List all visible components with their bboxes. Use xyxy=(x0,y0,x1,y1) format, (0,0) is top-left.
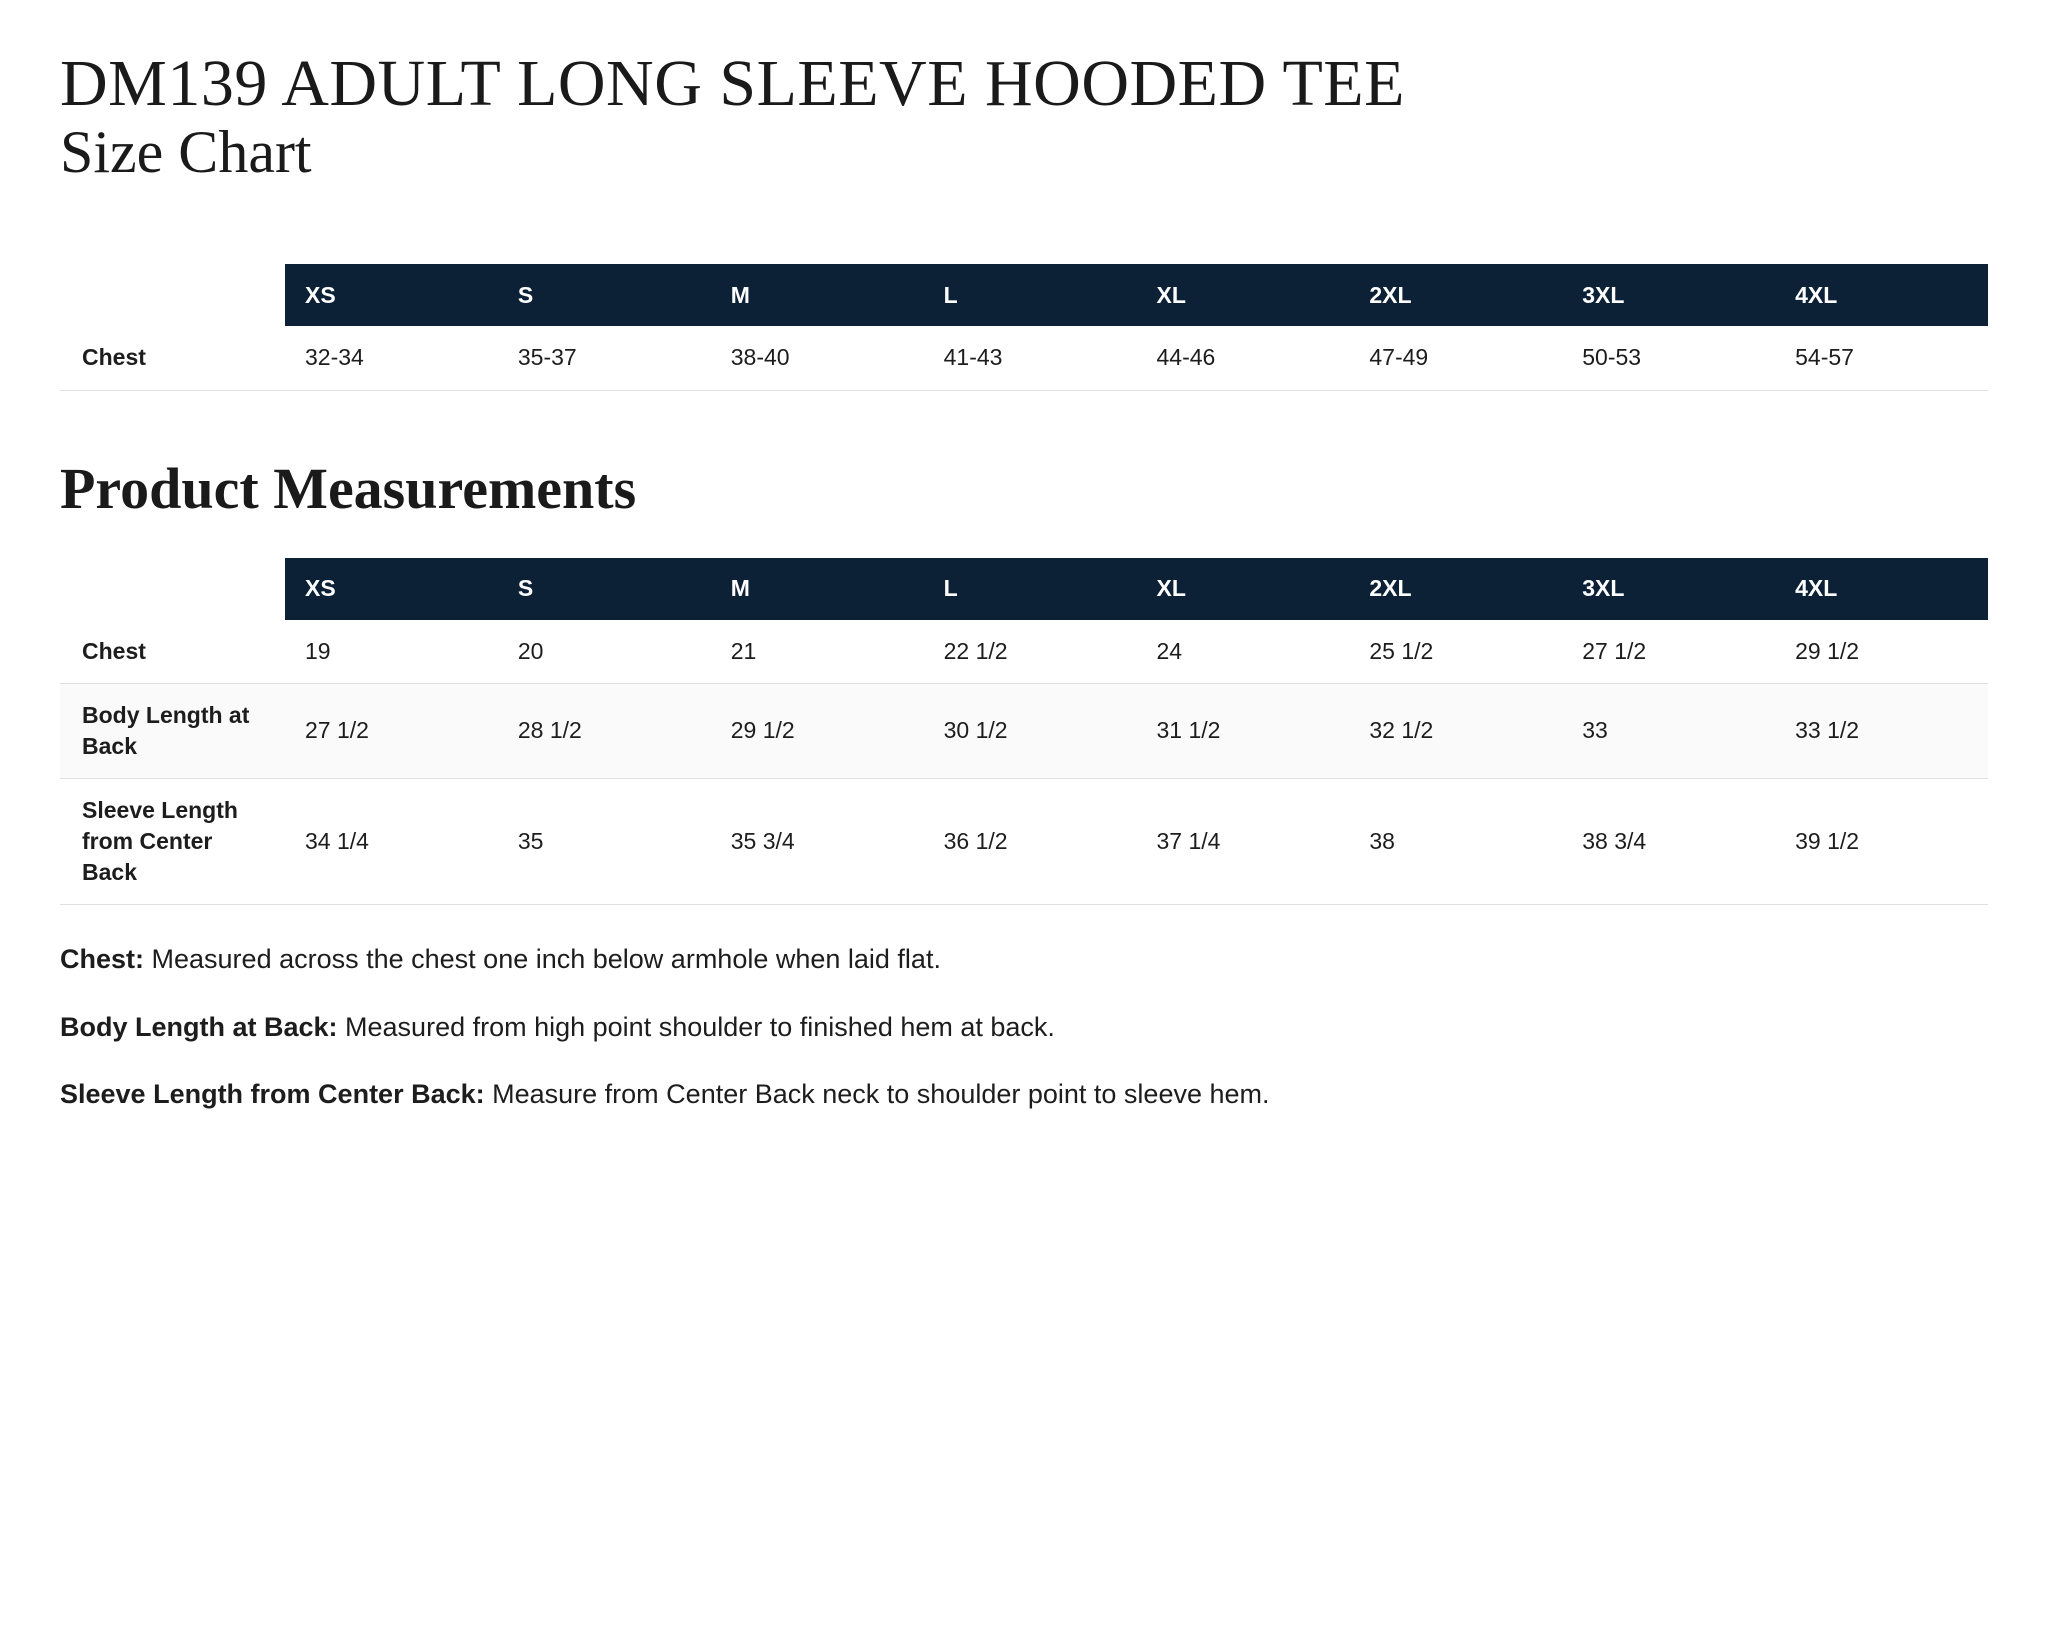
product-measurements-cell-sleeve-length-xl: 37 1/4 xyxy=(1156,827,1221,854)
note-body-length-term: Body Length at Back: xyxy=(60,1011,338,1042)
page-title: DM139 ADULT LONG SLEEVE HOODED TEE xyxy=(60,47,1405,120)
product-measurements-row-label-chest: Chest xyxy=(82,637,146,664)
size-chart-corner-cell xyxy=(60,264,285,326)
note-chest xyxy=(60,939,1960,981)
product-measurements-cell-chest-xs: 19 xyxy=(305,637,331,664)
size-chart-col-3xl: 3XL xyxy=(1562,264,1775,326)
product-measurements-col-s: S xyxy=(498,558,711,620)
product-measurements-col-xl: XL xyxy=(1137,558,1350,620)
product-measurements-cell-sleeve-length-l: 36 1/2 xyxy=(943,827,1008,854)
product-measurements-cell-body-length-l: 30 1/2 xyxy=(943,717,1008,744)
product-measurements-cell-chest-4xl: 29 1/2 xyxy=(1795,637,1860,664)
size-chart-row-label-chest: Chest xyxy=(82,344,146,371)
product-measurements-row-label-sleeve-length: Sleeve Length from Center Back xyxy=(82,796,238,885)
size-chart-cell-chest-s: 35-37 xyxy=(517,344,577,371)
note-sleeve-length-term: Sleeve Length from Center Back: xyxy=(60,1079,485,1110)
product-measurements-col-2xl: 2XL xyxy=(1349,558,1562,620)
size-chart-col-xs: XS xyxy=(285,264,498,326)
product-measurements-cell-body-length-xs: 27 1/2 xyxy=(305,717,369,744)
product-measurements-row-label-body-length: Body Length at Back xyxy=(82,701,250,759)
product-measurements-cell-chest-m: 21 xyxy=(730,637,757,664)
product-measurements-col-m: M xyxy=(711,558,924,620)
size-chart-cell-chest-3xl: 50-53 xyxy=(1582,344,1642,371)
size-chart-cell-chest-xs: 32-34 xyxy=(305,344,364,371)
product-measurements-cell-sleeve-length-3xl: 38 3/4 xyxy=(1582,827,1647,854)
product-measurements-cell-chest-l: 22 1/2 xyxy=(943,637,1008,664)
size-chart-col-xl: XL xyxy=(1137,264,1350,326)
product-measurements-col-l: L xyxy=(924,558,1137,620)
table-row xyxy=(60,620,1988,684)
product-measurements-corner-cell xyxy=(60,558,285,620)
measurement-notes xyxy=(60,939,1988,1117)
size-chart-cell-chest-2xl: 47-49 xyxy=(1369,344,1429,371)
size-chart-table xyxy=(60,264,1988,390)
size-chart-col-l: L xyxy=(924,264,1137,326)
product-measurements-cell-body-length-m: 29 1/2 xyxy=(730,717,795,744)
product-measurements-cell-body-length-2xl: 32 1/2 xyxy=(1369,717,1434,744)
product-measurements-cell-body-length-s: 28 1/2 xyxy=(517,717,582,744)
product-measurements-col-xs: XS xyxy=(285,558,498,620)
product-measurements-cell-body-length-4xl: 33 1/2 xyxy=(1795,717,1860,744)
size-chart-col-4xl: 4XL xyxy=(1775,264,1988,326)
product-measurements-cell-chest-2xl: 25 1/2 xyxy=(1369,637,1434,664)
product-measurements-cell-sleeve-length-s: 35 xyxy=(517,827,544,854)
table-row xyxy=(60,778,1988,904)
product-measurements-cell-sleeve-length-xs: 34 1/4 xyxy=(305,827,369,854)
product-measurements-cell-sleeve-length-m: 35 3/4 xyxy=(730,827,795,854)
note-chest-text: Measured across the chest one inch below armhole when laid flat. xyxy=(144,943,941,974)
table-row xyxy=(60,683,1988,778)
note-chest-term: Chest: xyxy=(60,943,145,974)
product-measurements-col-3xl: 3XL xyxy=(1562,558,1775,620)
section-title-product-measurements: Product Measurements xyxy=(60,455,637,521)
product-measurements-cell-chest-xl: 24 xyxy=(1156,637,1183,664)
note-body-length xyxy=(60,1007,1960,1049)
page-subtitle: Size Chart xyxy=(60,119,312,186)
product-measurements-cell-sleeve-length-2xl: 38 xyxy=(1369,827,1395,854)
size-chart-col-m: M xyxy=(711,264,924,326)
product-measurements-cell-chest-s: 20 xyxy=(517,637,544,664)
table-row xyxy=(60,326,1988,390)
size-chart-col-s: S xyxy=(498,264,711,326)
note-body-length-text: Measured from high point shoulder to finished hem at back. xyxy=(337,1011,1055,1042)
product-measurements-col-4xl: 4XL xyxy=(1775,558,1988,620)
product-measurements-cell-body-length-3xl: 33 xyxy=(1582,717,1608,744)
size-chart-cell-chest-xl: 44-46 xyxy=(1156,344,1216,371)
note-sleeve-length xyxy=(60,1074,1960,1116)
size-chart-col-2xl: 2XL xyxy=(1349,264,1562,326)
product-measurements-cell-sleeve-length-4xl: 39 1/2 xyxy=(1795,827,1860,854)
product-measurements-table xyxy=(60,558,1988,905)
size-chart-cell-chest-4xl: 54-57 xyxy=(1795,344,1854,371)
size-chart-header-row xyxy=(60,264,1988,326)
product-measurements-header-row xyxy=(60,558,1988,620)
note-sleeve-length-text: Measure from Center Back neck to shoulder point to sleeve hem. xyxy=(484,1079,1270,1110)
size-chart-cell-chest-l: 41-43 xyxy=(943,344,1003,371)
product-measurements-cell-chest-3xl: 27 1/2 xyxy=(1582,637,1647,664)
size-chart-cell-chest-m: 38-40 xyxy=(730,344,790,371)
product-measurements-cell-body-length-xl: 31 1/2 xyxy=(1156,717,1221,744)
